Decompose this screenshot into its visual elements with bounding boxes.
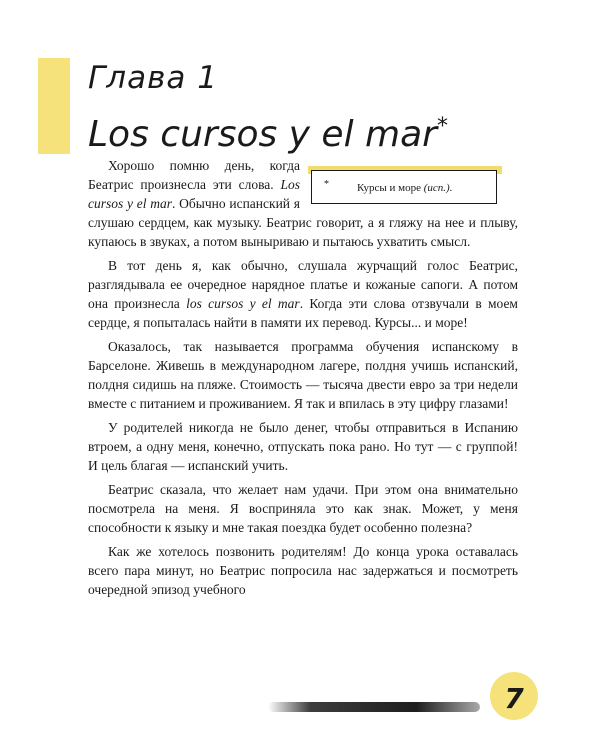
paragraph-5: Беатрис сказала, что желает нам удачи. При этом она внимательно посмотрела на меня. Я восприняла это как знак. Может, у меня способности к языку и мне такая поездка будет особенно полезна? (88, 482, 518, 535)
paragraph-text: В тот день я, как обычно, слушала журчащий голос Беатрис, разглядывала ее очередное нарядное платье и кожаные сапоги. А потом она произнесла (88, 258, 518, 311)
paragraph-4: У родителей никогда не было денег, чтобы отправиться в Испанию втроем, а одну меня, конечно, отпускать пока рано. Но тут — с группой! И цель благая — испанский учить. (88, 420, 518, 473)
chapter-title-footnote-mark: * (436, 114, 448, 139)
paragraph-italic: Los cursos y el mar (88, 177, 300, 211)
chapter-title-text: Los cursos y el mar (88, 114, 437, 155)
decorative-brush-stroke (268, 702, 480, 712)
body-text (88, 156, 518, 604)
paragraph-text: . Обычно испанский я слушаю сердцем, как музыку. Беатрис говорит, а я гляжу на нее и плыву, купаюсь в звуках, а потом выныриваю и пытаюсь ухватить смысл. (88, 196, 518, 249)
footnote-note: (исп.). (423, 182, 453, 194)
chapter-label: Глава 1 (88, 60, 218, 96)
paragraph-2 (88, 256, 518, 332)
chapter-title (88, 106, 448, 156)
paragraph-text: Хорошо помню день, когда Беатрис произнесла эти слова. (88, 158, 300, 192)
paragraph-3: Оказалось, так называется программа обучения испанскому в Барселоне. Живешь в международном лагере, полдня учишь испанский, полдня сидишь на пляже. Стоимость — тысяча двести евро за три недели вместе с питанием и проживанием. Я так и впилась в эту цифру глазами! (88, 339, 518, 411)
chapter-accent-bar (38, 58, 70, 154)
paragraph-6: Как же хотелось позвонить родителям! До конца урока оставалась всего пара минут, но Беатрис попросила нас задержаться и посмотреть очередной эпизод учебного (88, 544, 518, 597)
footnote-text: Курсы и море (357, 182, 422, 194)
paragraph-text: . Когда эти слова отзвучали в моем сердце, я попыталась найти в памяти их перевод. Курсы... и море! (88, 296, 518, 330)
page-number: 7 (504, 682, 524, 715)
paragraph-italic: los cursos y el mar (186, 296, 300, 311)
footnote-mark: * (324, 179, 329, 190)
